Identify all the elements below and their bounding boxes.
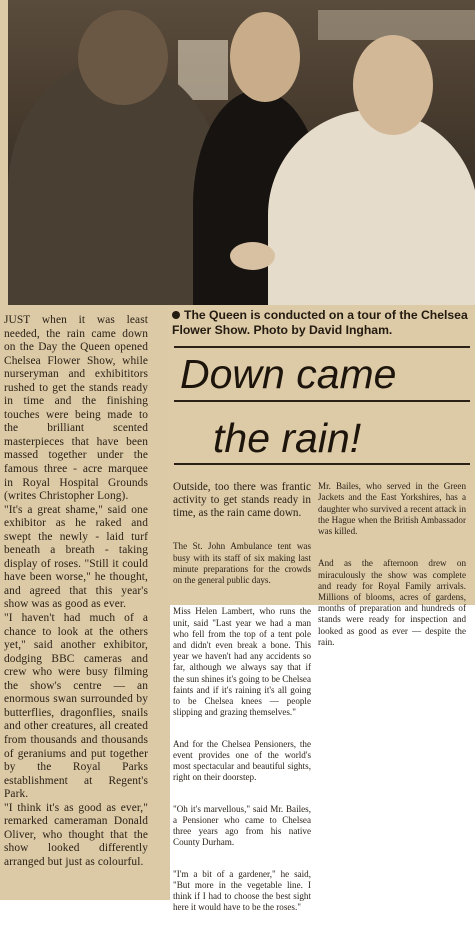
middle-paragraph: "I'm a bit of a gardener," he said, "But more in the vegetable line. I think if I had to choose the best sight here it would have to be the roses." xyxy=(173,868,311,913)
news-photo xyxy=(8,0,475,305)
article-right-column xyxy=(318,470,466,669)
bullet-icon xyxy=(172,311,180,319)
man-dark-suit-head xyxy=(230,12,300,102)
headline-rule-middle xyxy=(174,400,470,402)
headline-line-1: Down came xyxy=(180,351,397,397)
headline-line-2: the rain! xyxy=(213,415,362,461)
middle-paragraph: The St. John Ambulance tent was busy with its staff of six making last minute preparations for the crowds on the general public days. xyxy=(173,541,311,586)
article-left-column: JUST when it was least needed, the rain came down on the Day the Queen opened Chelsea Flower Show, while nurseryman and exhibititors rushed to get the stands ready in time and the finishing touches were being made to the brilliant scented masterpieces that have been massed together under the famous three - acre marquee in Royal Hospital Grounds (writes Christopher Long). "It's a great shame," said one exhibitor as he raked and swept the newly - laid turf beneath a breath - taking display of roses. "Still it could have been worse," he thought, and agreed that this year's show was as good as ever. "I haven't had much of a chance to look at the others yet," said another exhibitor, dodging BBC cameras and crew who were busy filming the show's centre — an enormous swan surrounded by butterflies, dragonflies, snails and other creatures, all created from thousands and thousands of geraniums and put together by the Royal Parks establishment at Regent's Park. "I think it's as good as ever," remarked cameraman Donald Oliver, who thought that the show looked differently arranged but just as colourful. xyxy=(4,314,148,868)
right-paragraph: Mr. Bailes, who served in the Green Jackets and the East Yorkshires, has a daughter who survived a recent attack in the Hague when the British Ambassador was killed. xyxy=(318,481,466,537)
middle-paragraph: "Oh it's marvellous," said Mr. Bailes, a Pensioner who came to Chelsea three years ago from his native County Durham. xyxy=(173,803,311,848)
middle-paragraph: Miss Helen Lambert, who runs the unit, said "Last year we had a man who fell from the top of a tent pole and didn't even break a bone. This year we haven't had any accidents so far, although we always say that if the sun shines it's going to be Chelsea faints and if it's raining it's all going to be Chelsea knees — people slipping and grazing themselves." xyxy=(173,606,311,718)
article-middle-column xyxy=(173,470,311,934)
photo-caption xyxy=(172,308,472,338)
right-paragraph: And as the afternoon drew on miraculously the show was complete and ready for Royal Family arrivals. Millions of blooms, acres of gardens, months of preparation and hundreds of stands were ready for inspection and looked as good as ever — despite the rain. xyxy=(318,558,466,647)
handshake xyxy=(230,242,275,270)
queen-white-dress xyxy=(268,110,475,305)
man-head xyxy=(78,10,168,105)
headline-rule-top xyxy=(174,346,470,348)
middle-paragraph: And for the Chelsea Pensioners, the event provides one of the world's most spectacular and beautiful sights, right on their doorstep. xyxy=(173,738,311,783)
caption-text: The Queen is conducted on a tour of the Chelsea Flower Show. Photo by David Ingham. xyxy=(172,308,468,337)
middle-lead-paragraph: Outside, too there was frantic activity to get stands ready in time, as the rain came down. xyxy=(173,481,311,520)
headline-rule-bottom xyxy=(174,463,470,465)
queen-head xyxy=(353,35,433,135)
